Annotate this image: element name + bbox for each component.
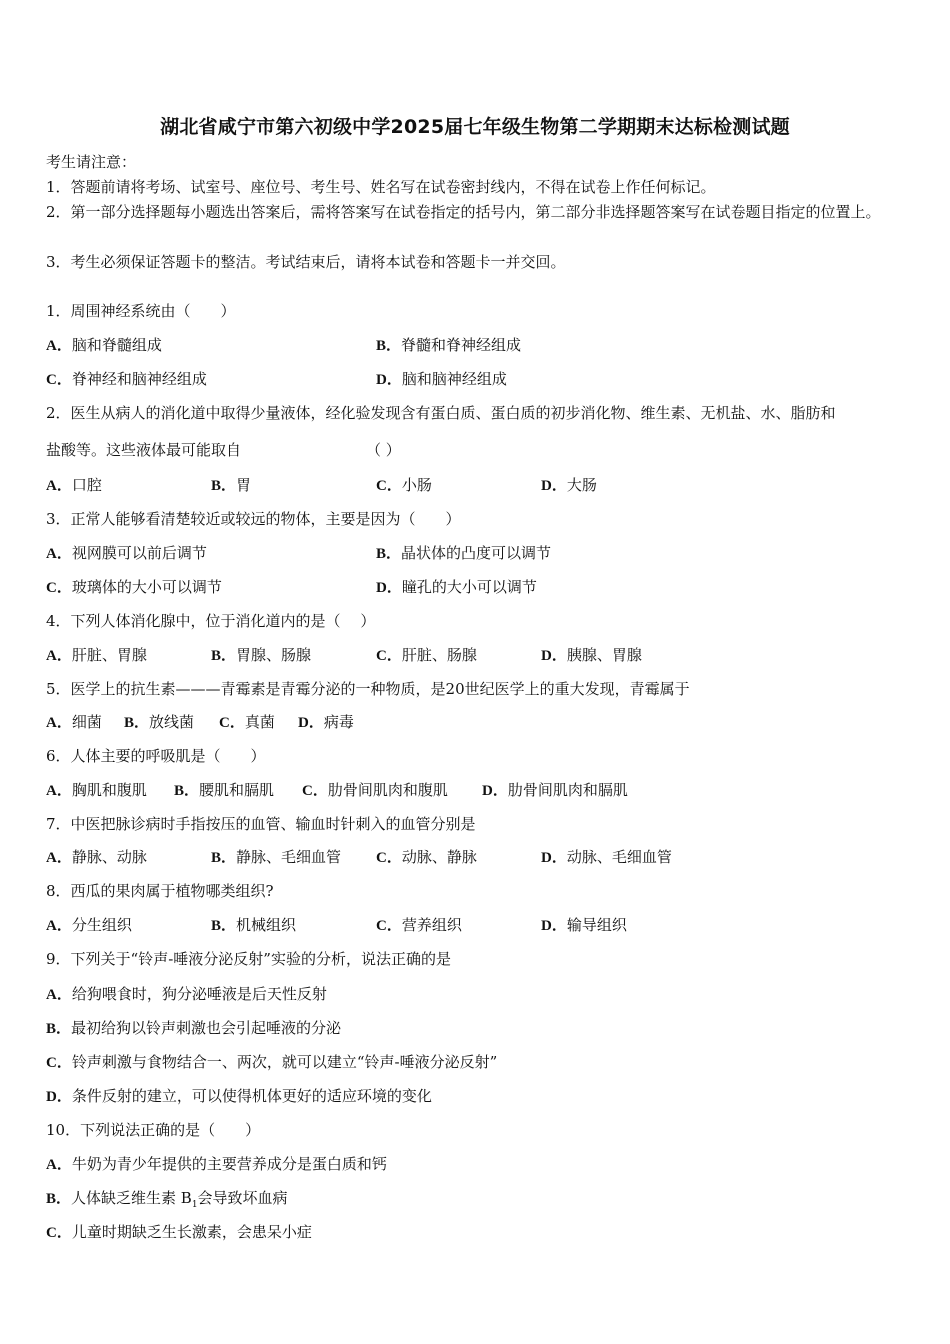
exam-title: 湖北省咸宁市第六初级中学2025届七年级生物第二学期期末达标检测试题 [160,116,790,138]
question-2-stem-line2: 盐酸等。这些液体最可能取自 [46,441,242,459]
q1-option-b[interactable]: B．脊髓和脊神经组成 [376,336,522,354]
notice-heading: 考生请注意： [46,153,137,171]
q5-option-b[interactable]: B．放线菌 [124,713,195,731]
q7-option-b[interactable]: B．静脉、毛细血管 [211,848,342,866]
q6-option-b[interactable]: B．腰肌和膈肌 [174,781,275,799]
q7-option-d[interactable]: D．动脉、毛细血管 [541,848,672,866]
q8-option-a[interactable]: A．分生组织 [46,916,132,934]
notice-item-1: 1．答题前请将考场、试室号、座位号、考生号、姓名写在试卷密封线内，不得在试卷上作任何标记。 [46,178,716,196]
q3-option-a[interactable]: A．视网膜可以前后调节 [46,544,207,562]
q10-option-c[interactable]: C．儿童时期缺乏生长激素，会患呆小症 [46,1223,312,1241]
q9-option-d[interactable]: D．条件反射的建立，可以使得机体更好的适应环境的变化 [46,1087,432,1105]
q9-option-a[interactable]: A．给狗喂食时，狗分泌唾液是后天性反射 [46,985,327,1003]
q4-option-b[interactable]: B．胃腺、肠腺 [211,646,312,664]
q3-option-c[interactable]: C．玻璃体的大小可以调节 [46,578,222,596]
q1-option-a[interactable]: A．脑和脊髓组成 [46,336,162,354]
question-10-stem: 10．下列说法正确的是（ ） [46,1121,261,1139]
question-5-stem: 5．医学上的抗生素———青霉素是青霉分泌的一种物质，是20世纪医学上的重大发现，青霉属于 [46,680,690,698]
q7-option-c[interactable]: C．动脉、静脉 [376,848,477,866]
notice-item-2: 2．第一部分选择题每小题选出答案后，需将答案写在试卷指定的括号内，第二部分非选择题答案写在试卷题目指定的位置上。 [46,203,881,221]
q1-option-d[interactable]: D．脑和脑神经组成 [376,370,507,388]
q8-option-d[interactable]: D．输导组织 [541,916,627,934]
q2-option-a[interactable]: A．口腔 [46,476,102,494]
q1-option-c[interactable]: C．脊神经和脑神经组成 [46,370,207,388]
q9-option-b[interactable]: B．最初给狗以铃声刺激也会引起唾液的分泌 [46,1019,342,1037]
question-4-stem: 4．下列人体消化腺中，位于消化道内的是（ ） [46,612,376,630]
q3-option-d[interactable]: D．瞳孔的大小可以调节 [376,578,537,596]
q4-option-d[interactable]: D．胰腺、胃腺 [541,646,642,664]
q6-option-d[interactable]: D．肋骨间肌肉和膈肌 [482,781,628,799]
q2-option-b[interactable]: B．胃 [211,476,252,494]
q3-option-b[interactable]: B．晶状体的凸度可以调节 [376,544,552,562]
q10-option-a[interactable]: A．牛奶为青少年提供的主要营养成分是蛋白质和钙 [46,1155,387,1173]
q6-option-a[interactable]: A．胸肌和腹肌 [46,781,147,799]
question-8-stem: 8．西瓜的果肉属于植物哪类组织? [46,882,274,900]
q5-option-c[interactable]: C．真菌 [219,713,275,731]
q5-option-a[interactable]: A．细菌 [46,713,102,731]
question-3-stem: 3．正常人能够看清楚较近或较远的物体，主要是因为（ ） [46,510,461,528]
q4-option-c[interactable]: C．肝脏、肠腺 [376,646,477,664]
question-9-stem: 9．下列关于“铃声-唾液分泌反射”实验的分析，说法正确的是 [46,950,451,968]
question-7-stem: 7．中医把脉诊病时手指按压的血管、输血时针刺入的血管分别是 [46,815,476,833]
q8-option-b[interactable]: B．机械组织 [211,916,297,934]
question-6-stem: 6．人体主要的呼吸肌是（ ） [46,747,266,765]
q2-option-d[interactable]: D．大肠 [541,476,597,494]
q8-option-c[interactable]: C．营养组织 [376,916,462,934]
q5-option-d[interactable]: D．病毒 [298,713,354,731]
question-1-stem: 1．周围神经系统由（ ） [46,302,236,320]
q7-option-a[interactable]: A．静脉、动脉 [46,848,147,866]
q2-option-c[interactable]: C．小肠 [376,476,432,494]
q6-option-c[interactable]: C．肋骨间肌肉和腹肌 [302,781,448,799]
question-2-paren: （ ） [366,441,401,459]
q9-option-c[interactable]: C．铃声刺激与食物结合一、两次，就可以建立“铃声-唾液分泌反射” [46,1053,498,1071]
notice-item-3: 3．考生必须保证答题卡的整洁。考试结束后，请将本试卷和答题卡一并交回。 [46,253,566,271]
q4-option-a[interactable]: A．肝脏、胃腺 [46,646,147,664]
question-2-stem-line1: 2．医生从病人的消化道中取得少量液体，经化验发现含有蛋白质、蛋白质的初步消化物、维生素、无机盐、水、脂肪和 [46,404,836,422]
q10-option-b[interactable]: B．人体缺乏维生素 $B_1$会导致坏血病 [46,1189,288,1210]
